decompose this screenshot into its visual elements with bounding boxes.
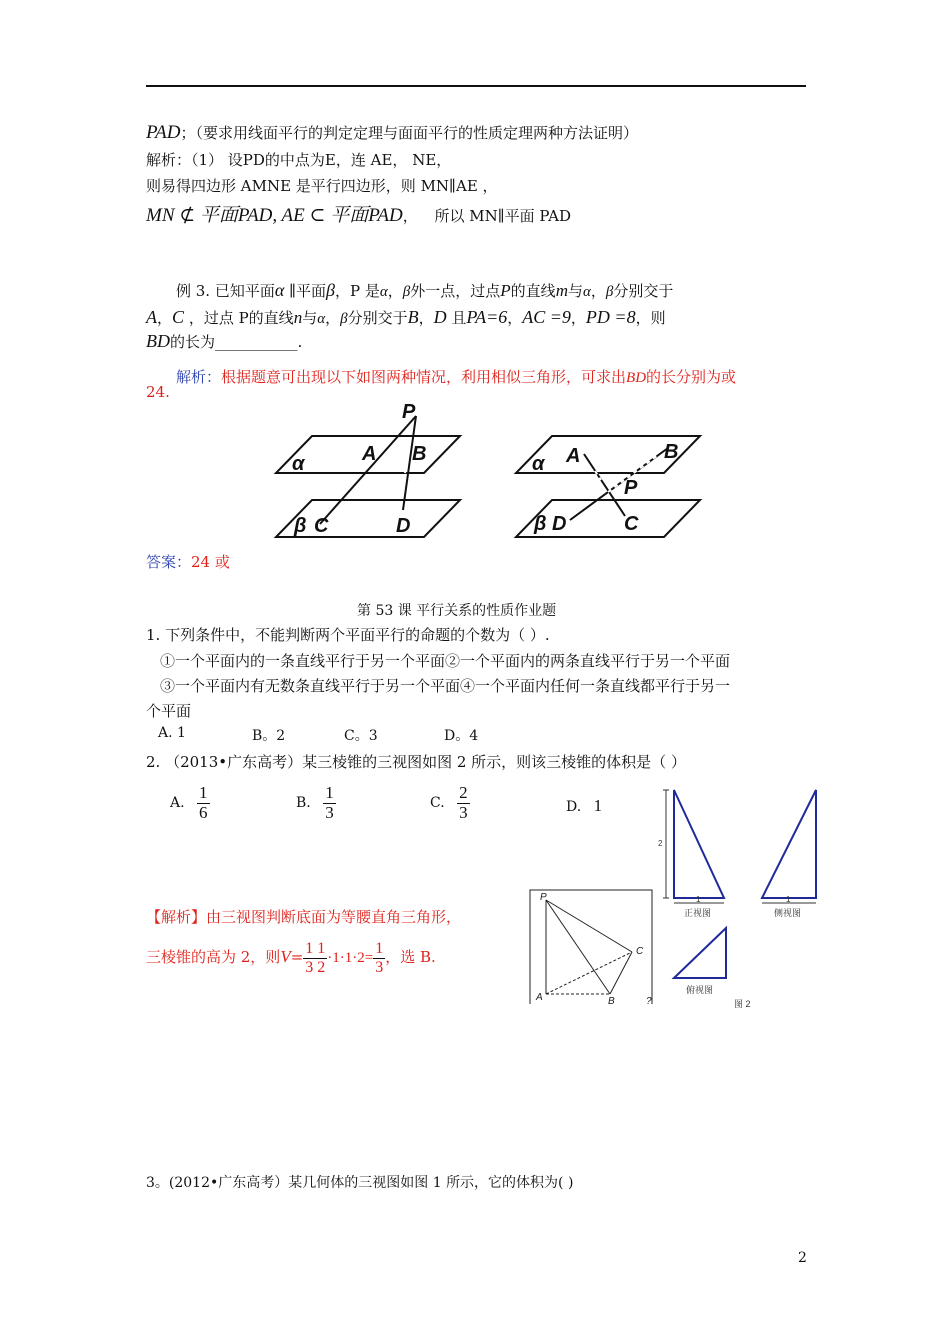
side-view-dim-1: 1 (786, 895, 791, 904)
answer3: 答案：24 或 (146, 553, 230, 571)
q2-option-a: A. $\frac{1}{6}$ (170, 783, 208, 822)
pyramid-label-c: C (636, 946, 644, 957)
q2-option-b: B. $\frac{1}{3}$ (296, 783, 334, 822)
intro-line3: 则易得四边形 AMNE 是平行四边形，则 MN∥AE ， (146, 177, 498, 195)
left-label-b: B (412, 443, 427, 465)
q2-analysis-line1: 【解析】由三视图判断底面为等腰直角三角形， (146, 908, 462, 926)
side-view-label: 侧视图 (774, 908, 802, 918)
top-view-label: 俯视图 (686, 985, 714, 995)
front-view-label: 正视图 (684, 908, 712, 918)
q1-line3: 个平面 (146, 702, 192, 720)
right-label-b: B (664, 441, 679, 463)
q1-option-d: D。4 (444, 728, 479, 744)
q2-stem: 2. （2013•广东高考）某三棱锥的三视图如图 2 所示，则该三棱锥的体积是（ ） (146, 753, 686, 771)
right-label-beta: β (534, 513, 547, 535)
left-line-pc (320, 416, 416, 524)
q2-option-c: C. $\frac{2}{3}$ (430, 783, 468, 822)
q1-stem: 1. 下列条件中，不能判断两个平面平行的命题的个数为（ ）. (146, 626, 550, 644)
intro-line1: PAD；（要求用线面平行的判定定理与面面平行的性质定理两种方法证明） (146, 122, 638, 143)
right-label-p: P (624, 477, 638, 499)
three-views-figure (654, 780, 824, 1012)
pyramid-label-q: ? (646, 996, 652, 1007)
right-label-c: C (624, 513, 639, 535)
analysis3-line2: 24. (146, 383, 170, 401)
q1-option-b: B。2 (252, 728, 286, 744)
page-number: 2 (798, 1250, 807, 1266)
homework-title: 第 53 课 平行关系的性质作业题 (357, 603, 557, 619)
left-label-a: A (362, 443, 377, 465)
left-label-alpha: α (292, 453, 305, 475)
pyramid-label-p: P (540, 892, 547, 903)
left-label-c: C (314, 515, 329, 537)
right-label-a: A (566, 445, 581, 467)
pyramid-label-a: A (536, 992, 543, 1003)
analysis3-line1: 解析：根据题意可出现以下如图两种情况，利用相似三角形，可求出BD的长分别为或 (176, 368, 737, 386)
example3-line1: 例 3. 已知平面α ∥平面β，P 是α，β外一点，过点P的直线m与α，β分别交于 (176, 280, 674, 300)
left-label-d: D (396, 515, 411, 537)
q2-analysis-line2: 三棱锥的高为 2，则V= $\frac{1}{3}$ $\frac{1}{2}$ ·1·1·2= $\frac{1}{3}$ ，选 B. (146, 940, 436, 976)
left-label-p: P (402, 401, 416, 423)
front-view-dim-2: 2 (658, 839, 663, 848)
right-label-alpha: α (532, 453, 545, 475)
example3-line2: A，C ，过点 P的直线n与α，β分别交于B，D 且PA=6，AC =9，PD =8，则 (146, 307, 666, 327)
left-label-beta: β (294, 515, 307, 537)
side-view-triangle (762, 790, 816, 898)
top-view-triangle (674, 928, 726, 978)
front-view-dim-1: 1 (696, 895, 701, 904)
q1-line2: ③一个平面内有无数条直线平行于另一个平面④一个平面内任何一条直线都平行于另一 (160, 677, 731, 695)
intro-line4: MN ⊄ 平面PAD, AE ⊂ 平面PAD， 所以 MN∥平面 PAD (146, 205, 572, 226)
front-view-triangle (674, 790, 724, 898)
parallel-planes-figure (270, 398, 800, 548)
pyramid-3d-figure (528, 886, 654, 1008)
intro-line2: 解析：（1） 设PD的中点为E，连 AE， NE， (146, 151, 452, 169)
q1-line1: ①一个平面内的一条直线平行于另一个平面②一个平面内的两条直线平行于另一个平面 (160, 652, 731, 670)
header-rule (146, 85, 806, 87)
example3-line3: BD的长为___________. (146, 331, 303, 351)
q1-option-c: C。3 (344, 728, 378, 744)
pyramid-label-b: B (608, 996, 615, 1007)
right-label-d: D (552, 513, 567, 535)
q3-stem: 3。(2012•广东高考）某几何体的三视图如图 1 所示，它的体积为( ) (146, 1175, 574, 1191)
q2-option-d: D. 1 (566, 796, 603, 815)
figure-2-label: 图 2 (734, 999, 751, 1009)
q1-option-a: A. 1 (158, 725, 186, 741)
